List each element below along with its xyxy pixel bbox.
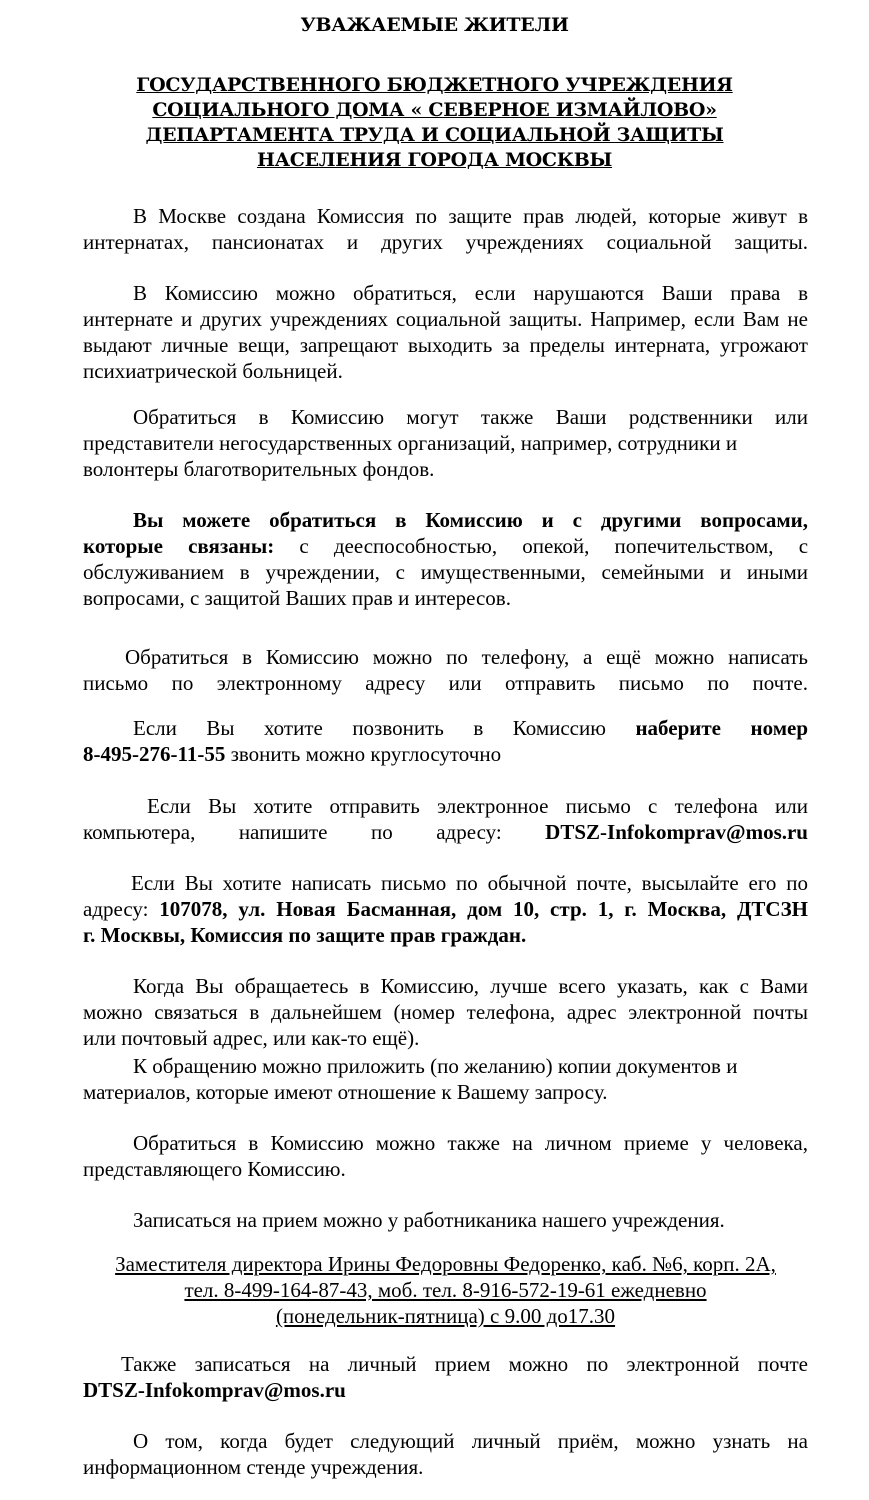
paragraph-commission-created [83,203,808,255]
text-line: интернатах, пансионатах и других учреждениях социальной защиты. [83,230,808,254]
paragraph-postal-address [83,870,808,948]
postal-address: 107078, ул. Новая Басманная, дом 10, стр. 1, г. Москва, ДТСЗН [159,897,809,921]
paragraph-personal-visit [83,1130,808,1182]
paragraph-rights-violation [83,280,808,384]
text-line: или почтовый адрес, или как-то ещё). [83,1026,420,1050]
text-line: Если Вы хотите написать письмо по обычной почте, высылайте его по [131,871,808,895]
institution-line: ДЕПАРТАМЕНТА ТРУДА И СОЦИАЛЬНОЙ ЗАЩИТЫ [145,124,724,146]
text-line: Когда Вы обращаетесь в Комиссию, лучше всего указать, как с Вами [133,974,808,998]
text-line: Обратиться в Комиссию могут также Ваши родственники или [133,405,808,429]
text-line: Обратиться в Комиссию можно по телефону, а ещё можно написать [125,645,808,669]
paragraph-email [83,793,808,845]
text-line: письмо по электронному адресу или отправить письмо по почте. [83,671,808,695]
paragraph-appointment [83,1207,808,1233]
contact-line: (понедельник-пятница) с 9.00 до17.30 [275,1304,616,1328]
text-line: Записаться на прием можно у работниканика нашего учреждения. [133,1208,725,1232]
text-fragment: компьютера, напишите по адресу: [83,820,546,844]
text-fragment: Если Вы хотите позвонить в Комиссию [133,716,636,740]
postal-address: г. Москвы, Комиссия по защите прав граждан. [83,923,527,947]
text-line: представляющего Комиссию. [83,1157,346,1181]
text-line: интернате и других учреждениях социальной защиты. Например, если Вам не [83,307,808,331]
bold-text: Вы можете обратиться в Комиссию и с другими вопросами, [133,508,808,532]
email-address: DTSZ-Infokomprav@mos.ru [545,820,808,844]
page-title: УВАЖАЕМЫЕ ЖИТЕЛИ [300,14,569,36]
institution-line: ГОСУДАРСТВЕННОГО БЮДЖЕТНОГО УЧРЕЖДЕНИЯ [136,74,733,96]
text-line: К обращению можно приложить (по желанию) копии документов и [133,1054,738,1078]
contact-line: Заместителя директора Ирины Федоровны Федоренко, каб. №6, корп. 2А, [115,1252,776,1276]
bold-text: наберите номер [635,716,808,740]
institution-name [0,73,869,173]
text-line: волонтеры благотворительных фондов. [83,457,435,481]
paragraph-email-appointment [83,1351,808,1403]
text-line: Также записаться на личный прием можно по электронной почте [121,1352,808,1376]
institution-line: СОЦИАЛЬНОГО ДОМА « СЕВЕРНОЕ ИЗМАЙЛОВО» [152,99,717,121]
text-line: вопросами, с защитой Ваших прав и интересов. [83,586,511,610]
paragraph-attachments [83,1053,808,1105]
text-line: Если Вы хотите отправить электронное письмо с телефона или [147,794,808,818]
paragraph-relatives [83,404,808,482]
paragraph-info-board [83,1428,808,1480]
text-line: материалов, которые имеют отношение к Вашему запросу. [83,1080,608,1104]
text-fragment: с дееспособностью, опекой, попечительством, с [274,534,809,558]
text-line: О том, когда будет следующий личный приём, можно узнать на [133,1429,808,1453]
text-line: В Комиссию можно обратиться, если нарушаются Ваши права в [133,281,808,305]
text-fragment: звонить можно круглосуточно [225,742,502,766]
text-fragment: адресу: [83,897,160,921]
text-line: представители негосударственных организаций, например, сотрудники и [83,431,738,455]
text-line: выдают личные вещи, запрещают выходить за пределы интерната, угрожают [83,333,808,357]
paragraph-other-questions [83,507,808,611]
paragraph-contact-info [83,973,808,1051]
paragraph-phone [83,715,808,767]
email-address: DTSZ-Infokomprav@mos.ru [83,1378,346,1402]
text-line: информационном стенде учреждения. [83,1455,424,1479]
text-line: можно связаться в дальнейшем (номер телефона, адрес электронной почты [83,1000,808,1024]
institution-line: НАСЕЛЕНИЯ ГОРОДА МОСКВЫ [256,149,613,171]
text-line: Обратиться в Комиссию можно также на личном приеме у человека, [133,1131,808,1155]
bold-text: которые связаны: [83,534,275,558]
contact-line: тел. 8-499-164-87-43, моб. тел. 8-916-572-19-61 ежедневно [184,1278,707,1302]
phone-number: 8-495-276-11-55 [83,742,226,766]
text-line: обслуживанием в учреждении, с имущественными, семейными и иными [83,560,808,584]
paragraph-contact-methods [83,644,808,696]
text-line: психиатрической больницей. [83,359,343,383]
deputy-director-contact [83,1251,808,1329]
text-line: В Москве создана Комиссия по защите прав людей, которые живут в [133,204,808,228]
